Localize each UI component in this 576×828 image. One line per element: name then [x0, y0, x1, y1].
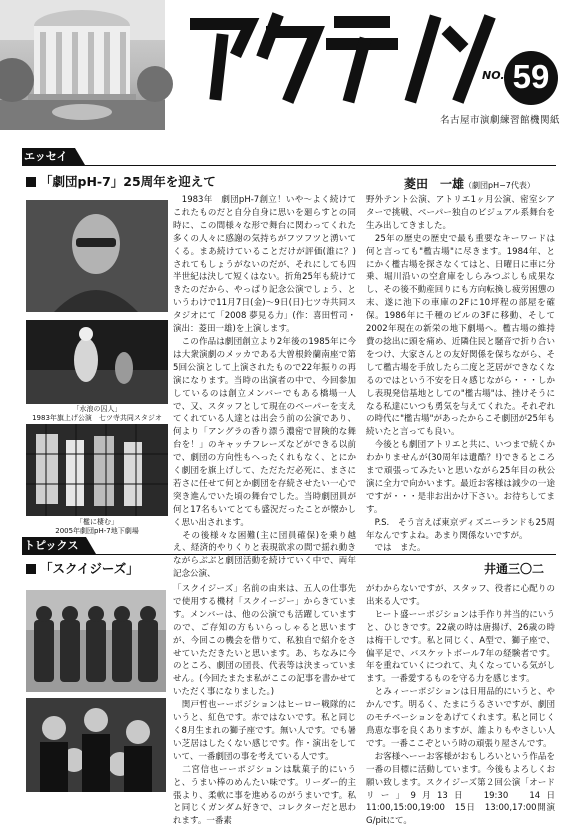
topics-body-column-2 — [366, 583, 564, 827]
paragraph: とみィーーポジションは日用品的にいうと、やかんです。明るく、たまにうるさいですが、劇団のモチベーションをあげてくれます。私と同じく鳥恵な事を良くありますが、誰よりもやさしい人です。一番ここぞという時の頑張り屋さんです。 — [366, 687, 555, 749]
paragraph: ヒート盛ーーポジションは手作り丼当的にいうと、ひじきです。22歳の時は唐揚げ、26歳の時は梅干しです。私と同じく、A型で、獅子座で、偏平足で、バスケットボール7年の経験者です。年を重ねていくにつれて、丸くなっている気がします。一番愛するものを守る力を感じます。 — [366, 609, 555, 685]
paragraph: その後様々な困難(主に団員確保)を乗り越え、経済的やりくりと表現欲求の間で揺れ動きながらぶぶと劇団活動を続けていく中で、両年記念公演、 — [173, 530, 356, 580]
paragraph: では また。 — [366, 543, 426, 554]
topics-title: 「スクイジーズ」 — [26, 559, 139, 577]
title-bullet-icon — [26, 564, 36, 574]
title-bullet-icon — [26, 177, 36, 187]
paragraph: 「スクイジーズ」名前の由来は、五人の仕事先で使用する機材「スクイージー」からきています。メンバーは、他の公演でも活躍していますので、ご存知の方もいらっしゃると思いますが、今回この機会を借りて、私独自で紹介をさせていただきたいと思います。あ、ちなみに今のところ、劇団の団長、代表等は決まっていません。(今回たまたま私がここの記事を書かせていただく事になりました。) — [173, 584, 356, 698]
photo-caption-2005: 「檻に棲む」 2005年劇団pH-7地下劇場 — [55, 518, 139, 535]
paragraph: この作品は劇団創立より2年後の1985年に今は大衆演劇のメッカである大曽根鈴蘭南座で第5回公演として上演されたもので22年振りの再演になります。当時の出演者の中で、今回参加しているのは創立メンバーでもある橋場一人で、又、スタッフとして現在のベーパーを支えてくれている人達とは出会う前の公演であり、何より「アングラの香り漂う濃密で冒険的な舞台を！」のキャッチフレーズなどができる以前で、劇団の方向性もへったくれもなく、とにかく劇団を旗上げして、ただただ必死に、まさに若さに任せて何とか劇団を存続させたい一心で突き進んでいた頃の舞台でした。当時劇団員が何と17名もいてとても盛況だったことが懐かしく思い出されます。 — [173, 336, 356, 528]
topics-members-photo — [26, 698, 166, 792]
topics-author: 井通三〇二 — [484, 562, 545, 576]
essay-section-label: エッセイ — [22, 148, 75, 165]
paragraph: お客様へーーお客様がおもしろいという作品を一番の目標に活動しています。今後もよろしくお願い致します。スクイジーズ第２回公演「オードリー」9月13日 19:30 14日 11:00,15:00,19:00 15日 13:00,17:00開演 G/pitにて。 — [366, 751, 564, 827]
essay-section-header — [22, 148, 556, 166]
paragraph: 関戸哲也ーーポジションはヒーロー戦隊的にいうと、紅色です。赤ではないです。私と同じく8月生まれの獅子座です。無い人です。でも暑い芝居はしたくない感じです。作・演出をしていて、一番劇団の事を考えている人です。 — [173, 700, 356, 762]
essay-portrait-photo — [26, 200, 168, 312]
essay-title: 「劇団pH-7」25周年を迎えて — [26, 172, 216, 190]
topics-body-column-1 — [173, 583, 356, 827]
essay-body-column-2 — [366, 194, 555, 554]
section-rule — [22, 148, 556, 166]
essay-author: 菱田 一雄（劇団pH−7代表） — [404, 177, 535, 191]
paragraph: 野外テント公演、アトリエ1ヶ月公演、密室シアターで挑戦、ベーパー独自のビジュアル系舞台を生み出してきました。 — [366, 195, 555, 231]
topics-section-label: トピックス — [22, 537, 86, 554]
essay-stage-photo-2005 — [26, 424, 168, 516]
paragraph: 今後とも劇団アトリエと共に、いつまで続くかわかりませんが(30周年は遺酷？!)できるところまで頑張ってみたいと思いながら25年目の秋公演に全力で向かいます。最近お客様は減少の一途ですが・・・是非お出かけ下さい。お待ちしてます。 — [366, 440, 555, 515]
photo-caption-1983: 「水浪の囚人」 1983年旗上げ公演 七ツ寺共同スタジオ — [32, 405, 162, 422]
issue-label: NO. — [482, 69, 505, 82]
topics-section-header — [22, 537, 556, 555]
section-rule — [22, 537, 556, 555]
essay-body-column-1 — [173, 194, 356, 580]
paragraph: がわからないですが、スタッフ、役者に心配りの出来る人です。 — [366, 584, 555, 607]
essay-stage-photo-1983 — [26, 320, 168, 404]
masthead-building-photo — [0, 0, 165, 130]
masthead-logo — [188, 12, 503, 107]
issue-badge — [482, 55, 562, 105]
paragraph: 25年の歴史の歴史で最も重要なキーワードは何と言っても"檻古場"に尽きます。1984年、とにかく檻古場を探さなくてはと、日曜日に車に分乗、堀川沿いの空倉庫をしらみつぶしも成果なし、その後不動産回りにも方向転換し疲労困憊の末、遂に池下の車庫の2Fに10坪程の部屋を確保。1986年に千種のビルの3Fに移動、そして2002年現在の新栄の地下劇場へ。檻古場の維持費の捻出に頭を痛め、近隣住民と騒音で折り合いをつけ、大家さんとの友好関係を保ちながら、そして檻古場を手放したら二度と芝居ができなくなるのではという不安を日々感じながら・・・しかし表現発信基地としての"檻古場"は、挫けそうになる私達にいつも勇気を与えてくれた。それぞれの時代に"檻古場"があったからこそ劇団が25年も続いたと言っても良い。 — [366, 233, 555, 438]
paragraph: P.S. そう言えば東京ディズニーランドも25周年なんですよね。あまり関係ないですが。 — [366, 517, 555, 541]
issue-number: 59 — [512, 58, 550, 95]
topics-group-photo — [26, 590, 166, 692]
newsletter-subtitle: 名古屋市演劇練習館機関紙 — [439, 115, 560, 126]
paragraph: 1983年 劇団pH-7創立！いや～よく続けてこれたものだと自分自身に思いを廻らすとの同時に、この間様々な形で舞台に関わってくれた多くの人々に感謝の気持ちがフツフツと湧いてくる。まあ続けていることだけが評価(誰に？)されてもしょうがないのだが、それにしても四半世紀は決して短くはない。折角25年も続けてきたのだから、やっぱり記念公演でしょう、というわけで11月7日(金)～9日(日)七ツ寺共同スタジオにて「2008 夢見る力」(作：喜田哲司・演出：菱田一雄)を上演します。 — [173, 195, 356, 335]
logo-text: アクテノン — [188, 106, 193, 107]
paragraph: 二宮信也ーーポジションは駄菓子的にいうと、うまい棒のめんたい味です。リーダー的主張より、柔軟に事を進めるのがうまいです。私と同じくガンダム好きで、コレクターだと思われます。一番素 — [173, 764, 356, 827]
